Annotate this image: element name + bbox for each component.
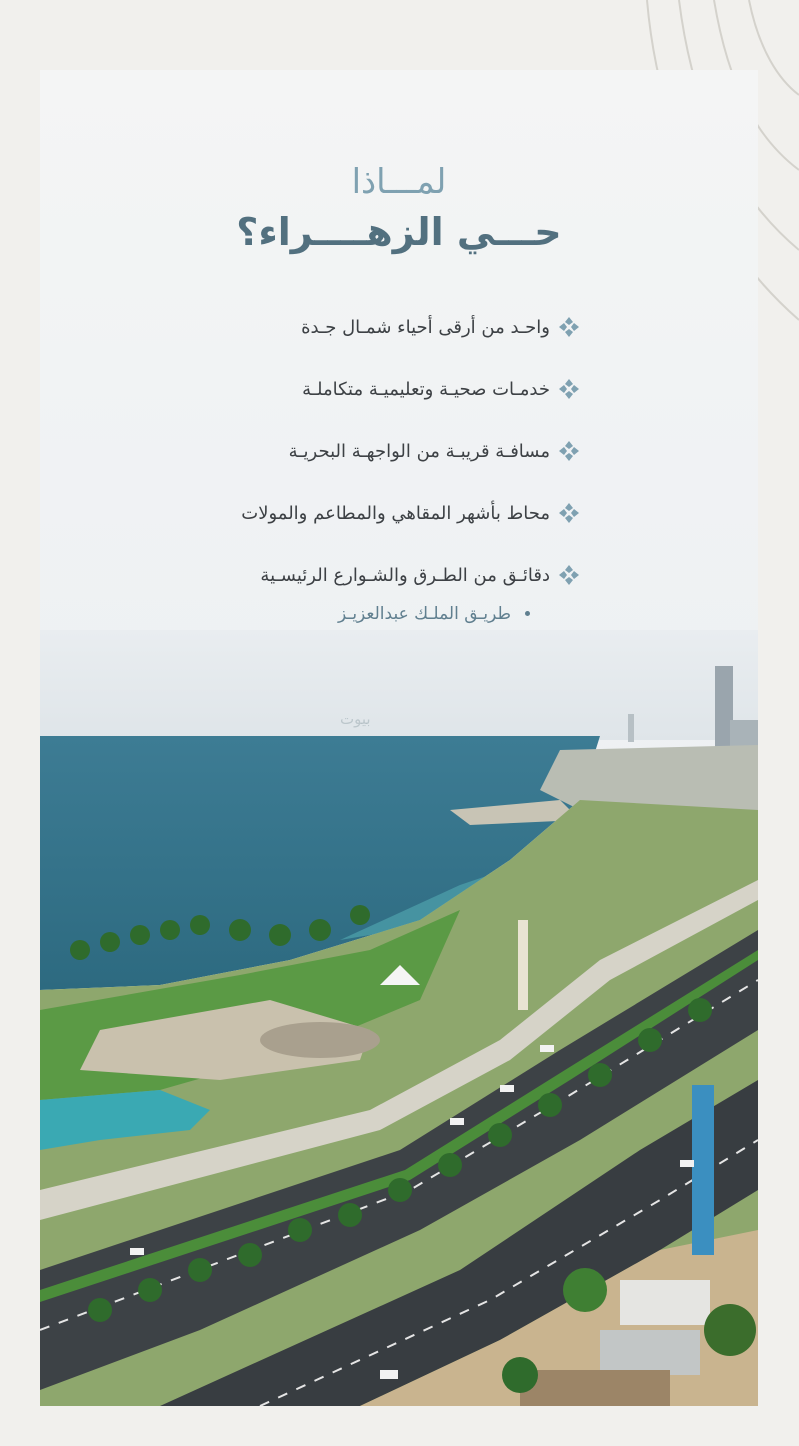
feature-text: دقائـق من الطـرق والشـوارع الرئيسـية [260, 564, 550, 586]
feature-text: خدمـات صحيـة وتعليميـة متكاملـة [302, 378, 550, 400]
feature-item [210, 296, 580, 358]
billboard-icon [692, 1085, 714, 1255]
feature-item [210, 358, 580, 420]
feature-text: مسافـة قريبـة من الواجهـة البحريـة [288, 440, 550, 462]
diamond-bullet-icon [558, 502, 580, 524]
diamond-bullet-icon [558, 564, 580, 586]
watermark-logo: بيوت [340, 710, 371, 728]
title-line-why: لمـــاذا [351, 162, 447, 202]
feature-item [210, 420, 580, 482]
aerial-coastline-photo [40, 630, 758, 1406]
bullet-dot-icon [525, 611, 530, 616]
road-name: طريـق الملـك عبدالعزيـز [337, 603, 511, 624]
title-line-district: حـــي الزهــــراء؟ [236, 210, 562, 254]
road-item [280, 596, 530, 631]
features-list [210, 296, 580, 606]
feature-item [210, 482, 580, 544]
diamond-bullet-icon [558, 378, 580, 400]
poster-card [40, 70, 758, 1406]
diamond-bullet-icon [558, 316, 580, 338]
feature-text: واحـد من أرقى أحياء شمـال جـدة [301, 316, 550, 338]
feature-text: محاط بأشهر المقاهي والمطاعم والمولات [241, 502, 550, 524]
diamond-bullet-icon [558, 440, 580, 462]
